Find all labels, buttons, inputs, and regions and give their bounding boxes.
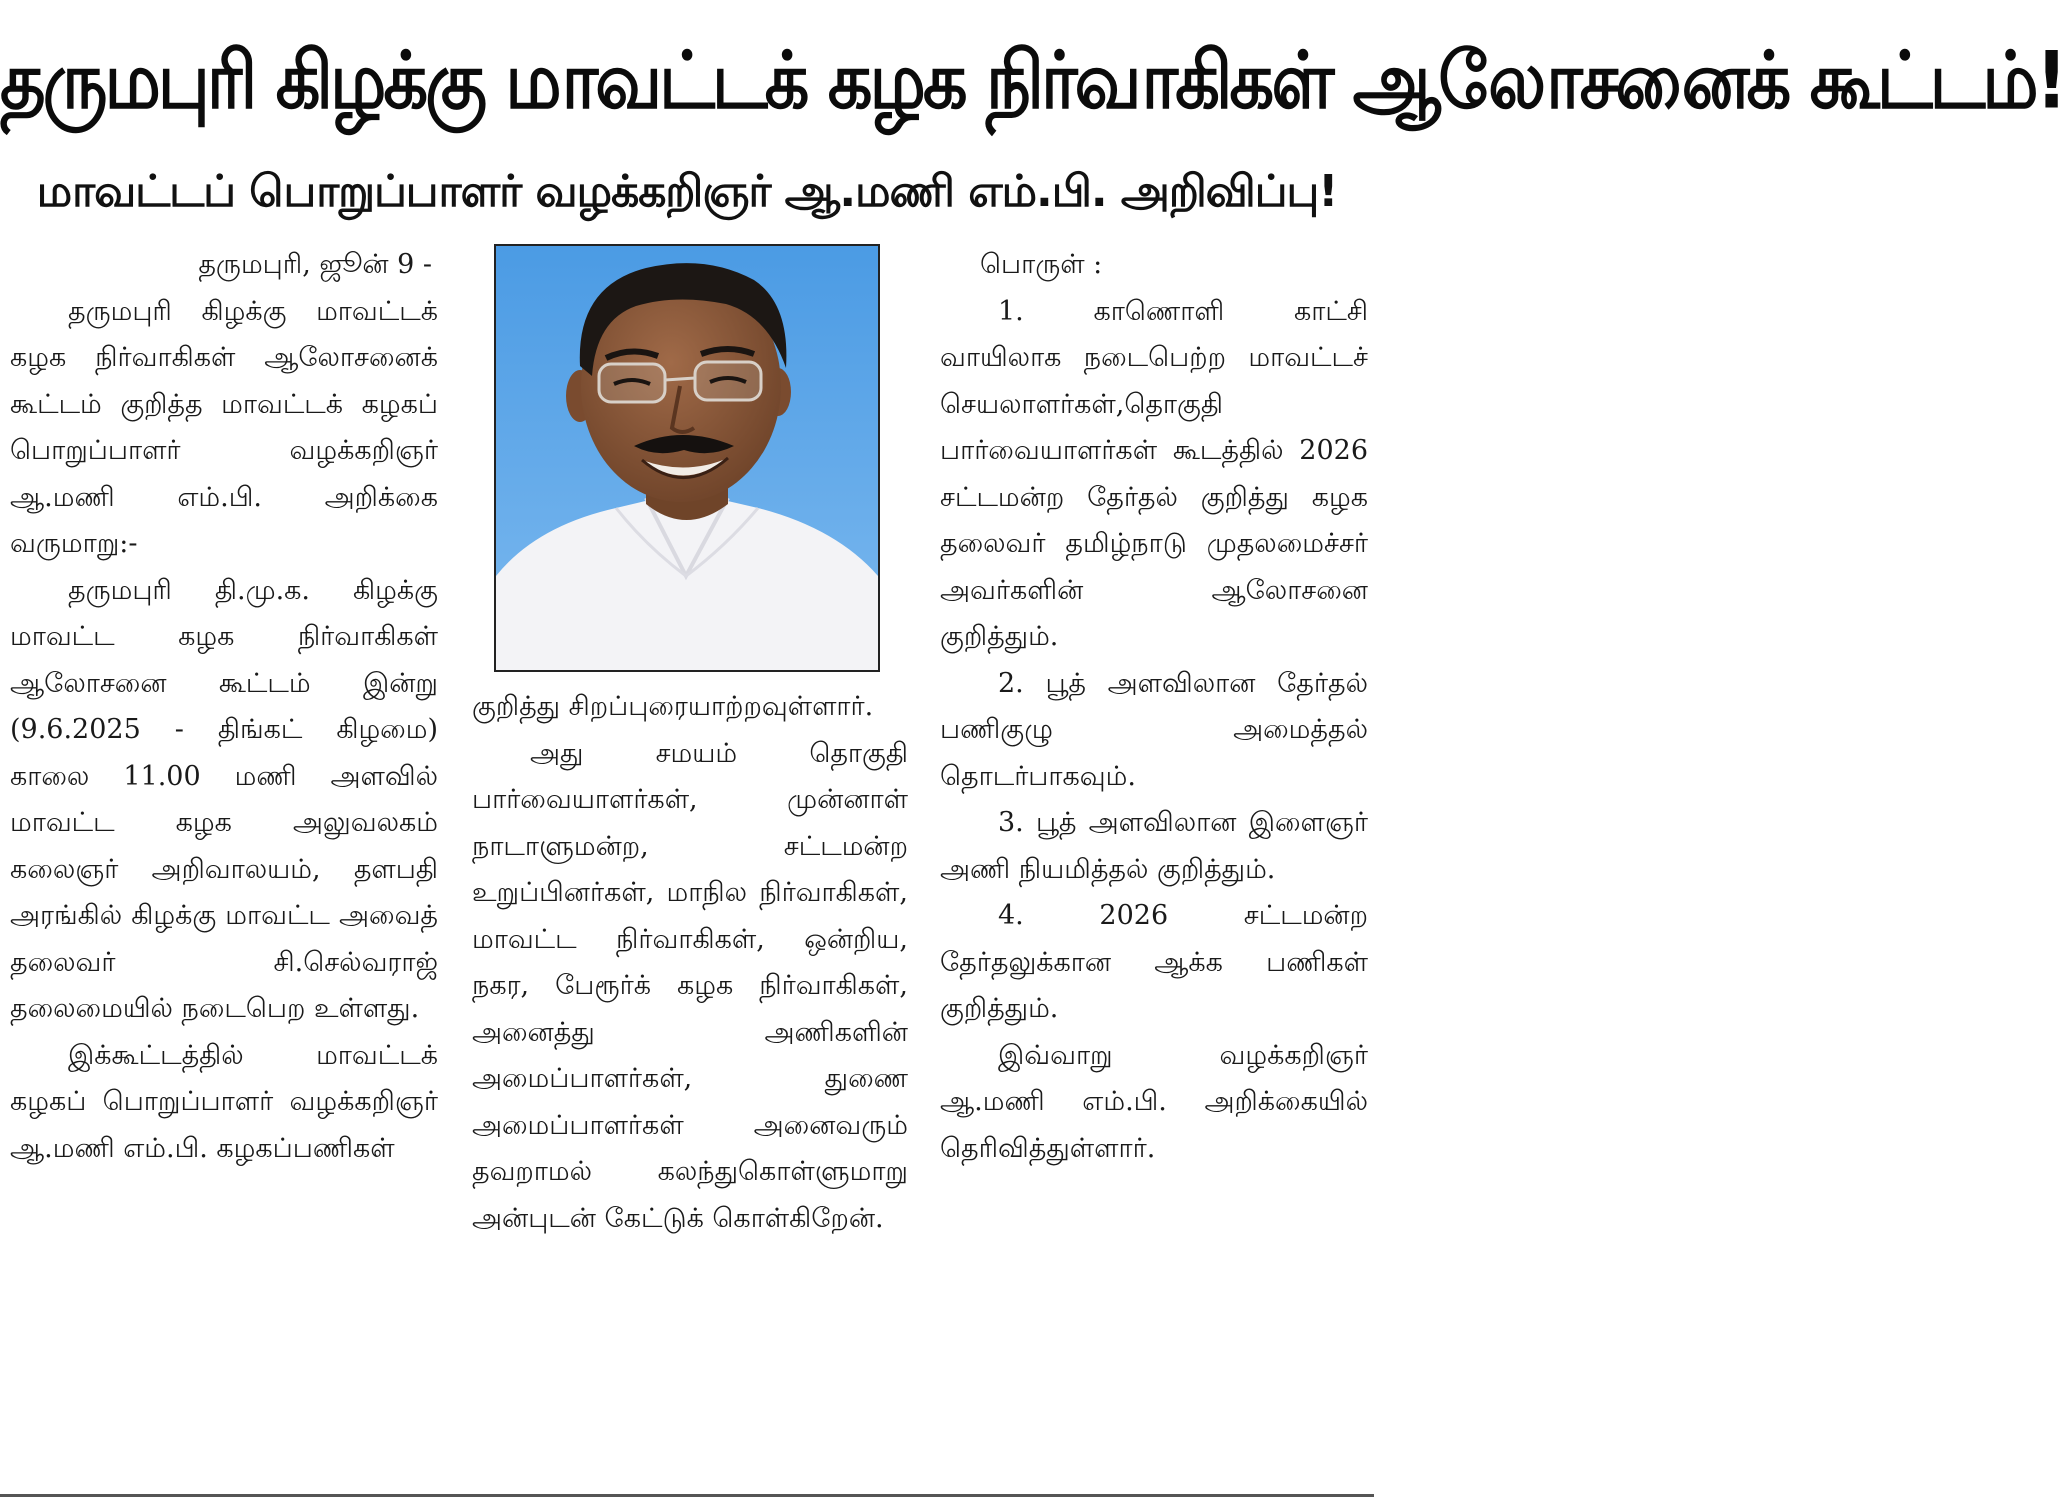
- paragraph: தருமபுரி தி.மு.க. கிழக்கு மாவட்ட கழக நிர்வாகிகள் ஆலோசனை கூட்டம் இன்று (9.6.2025 - திங்கட் கிழமை) காலை 11.00 மணி அளவில் மாவட்ட கழக அலுவலகம் கலைஞர் அறிவாலயம், தளபதி அரங்கில் கிழக்கு மாவட்ட அவைத் தலைவர் சி.செல்வராஜ் தலைமையில் நடைபெற உள்ளது.: [10, 574, 438, 1024]
- headline: தருமபுரி கிழக்கு மாவட்டக் கழக நிர்வாகிகள் ஆலோசனைக் கூட்டம்!: [0, 34, 2065, 127]
- closing-paragraph: இவ்வாறு வழக்கறிஞர் ஆ.மணி எம்.பி. அறிக்கையில் தெரிவித்துள்ளார்.: [940, 1039, 1368, 1164]
- article-column-2: [472, 684, 908, 1242]
- dateline: தருமபுரி, ஜூன் 9 -: [198, 249, 432, 280]
- paragraph: இக்கூட்டத்தில் மாவட்டக் கழகப் பொறுப்பாளர் வழக்கறிஞர் ஆ.மணி எம்.பி. கழகப்பணிகள்: [10, 1039, 438, 1164]
- article-column-1: [10, 242, 438, 1172]
- list-item: 2. பூத் அளவிலான தேர்தல் பணிகுழு அமைத்தல் தொடர்பாகவும்.: [940, 667, 1368, 792]
- paragraph: தருமபுரி கிழக்கு மாவட்டக் கழக நிர்வாகிகள் ஆலோசனைக் கூட்டம் குறித்த மாவட்டக் கழகப் பொறுப்பாளர் வழக்கறிஞர் ஆ.மணி எம்.பி. அறிக்கை வருமாறு:-: [10, 295, 438, 559]
- article-column-3: [940, 242, 1368, 1172]
- paragraph: குறித்து சிறப்புரையாற்றவுள்ளார்.: [472, 691, 874, 722]
- portrait-photo: [494, 244, 880, 672]
- subheadline: மாவட்டப் பொறுப்பாளர் வழக்கறிஞர் ஆ.மணி எம்.பி. அறிவிப்பு!: [36, 166, 1338, 217]
- list-item: 3. பூத் அளவிலான இளைஞர் அணி நியமித்தல் குறித்தும்.: [940, 807, 1368, 885]
- paragraph: அது சமயம் தொகுதி பார்வையாளர்கள், முன்னாள் நாடாளுமன்ற, சட்டமன்ற உறுப்பினர்கள், மாநில நிர்வாகிகள், மாவட்ட நிர்வாகிகள், ஒன்றிய, நகர, பேரூர்க் கழக நிர்வாகிகள், அனைத்து அணிகளின் அமைப்பாளர்கள், துணை அமைப்பாளர்கள் அனைவரும் தவறாமல் கலந்துகொள்ளுமாறு அன்புடன் கேட்டுக் கொள்கிறேன்.: [472, 737, 908, 1234]
- list-item: 1. காணொளி காட்சி வாயிலாக நடைபெற்ற மாவட்டச் செயலாளர்கள்,தொகுதி பார்வையாளர்கள் கூடத்தில் 2026 சட்டமன்ற தேர்தல் குறித்து கழக தலைவர் தமிழ்நாடு முதலமைச்சர் அவர்களின் ஆலோசனை குறித்தும்.: [940, 295, 1368, 652]
- list-item: 4. 2026 சட்டமன்ற தேர்தலுக்கான ஆக்க பணிகள் குறித்தும்.: [940, 900, 1368, 1024]
- subject-label: பொருள் :: [980, 249, 1103, 280]
- portrait-image: [496, 246, 878, 670]
- bottom-divider: [0, 1494, 1374, 1497]
